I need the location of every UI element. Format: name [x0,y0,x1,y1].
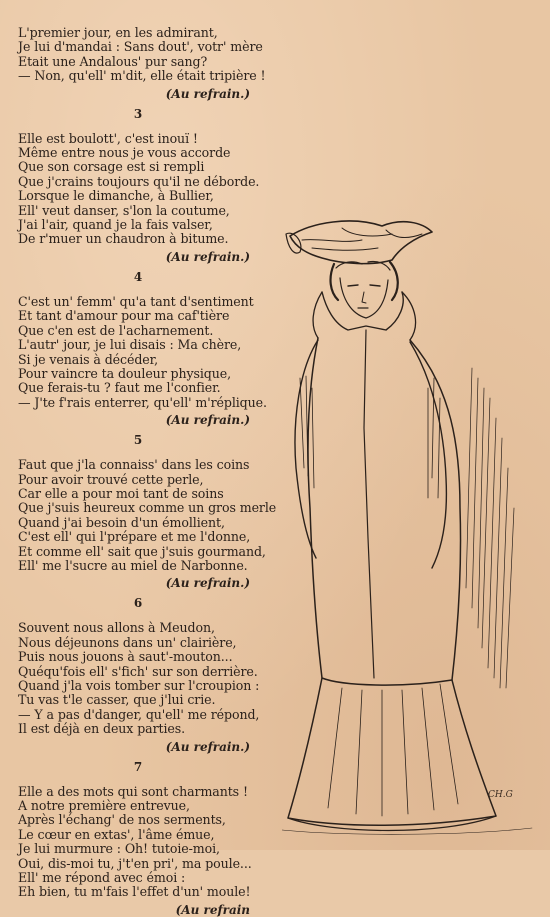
verse-line: Ell' veut danser, s'lon la coutume, [18,202,230,218]
verse-line: Que son corsage est si rempli [18,159,205,175]
refrain-marker: (Au refrain.) [165,576,250,591]
verse-line: Et tant d'amour pour ma caf'tière [18,308,230,324]
verse-line: Pour avoir trouvé cette perle, [18,471,204,487]
verse-line: Ell' me répond avec émoi : [18,870,186,886]
stanza-number: 7 [133,759,143,774]
verse-line: Ell' me l'sucre au miel de Narbonne. [18,557,248,573]
refrain-marker: (Au refrain.) [165,249,250,264]
refrain-marker: (Au refrain [175,902,250,917]
verse-line: Si je venais à décéder, [18,351,159,367]
verse-line: Oui, dis-moi tu, j't'en pri', ma poule... [18,855,252,871]
stanza-7 [18,760,280,917]
verse-line: Eh bien, tu m'fais l'effet d'un' moule! [18,884,251,900]
verse-line: Puis nous jouons à saut'-mouton... [18,649,233,665]
refrain-marker: (Au refrain.) [165,86,250,101]
verse-line: Quéqu'fois ell' s'fich' sur son derrière. [18,663,258,679]
song-text-column [18,26,280,917]
stanza-4 [18,270,280,427]
refrain-marker: (Au refrain.) [165,413,250,428]
verse-line: Même entre nous je vous accorde [18,145,231,161]
verse-line: C'est ell' qui l'prépare et me l'donne, [18,529,251,545]
verse-line: Elle a des mots qui sont charmants ! [18,783,248,799]
stanza-3 [18,107,280,264]
woman-illustration [282,208,540,838]
verse-line: L'autr' jour, je lui disais : Ma chère, [18,337,242,353]
verse-line: Que c'en est de l'acharnement. [18,322,214,338]
verse-line: Je lui murmure : Oh! tutoie-moi, [18,841,220,857]
verse-line: Quand j'la vois tomber sur l'croupion : [18,678,260,693]
verse-line: Et comme ell' sait que j'suis gourmand, [18,543,266,559]
stanza-number: 4 [133,269,143,284]
verse-line: Que ferais-tu ? faut me l'confier. [18,380,221,396]
verse-line: C'est un' femm' qu'a tant d'sentiment [18,293,254,309]
verse-line: Il est déjà en deux parties. [18,721,186,737]
stanza-6 [18,596,280,753]
stanza-first [18,26,280,101]
verse-line: Que j'suis heureux comme un gros merle [18,500,277,516]
verse-line: Tu vas t'le casser, que j'lui crie. [18,692,216,708]
verse-line: Faut que j'la connaiss' dans les coins [18,457,250,473]
stanza-number: 3 [133,106,143,121]
refrain-marker: (Au refrain.) [165,739,250,754]
verse-line: De r'muer un chaudron à bitume. [18,231,229,247]
verse-line: L'premier jour, en les admirant, [18,25,218,40]
verse-line: Etait une Andalous' pur sang? [18,53,208,69]
artist-signature: CH.G [488,790,513,800]
verse-line: Car elle a pour moi tant de soins [18,485,224,501]
verse-line: Lorsque le dimanche, à Bullier, [18,188,214,204]
verse-line: Je lui d'mandai : Sans dout', votr' mère [18,39,263,55]
verse-line: — Y a pas d'danger, qu'ell' me répond, [18,706,260,722]
verse-line: Que j'crains toujours qu'il ne déborde. [18,173,260,189]
verse-line: J'ai l'air, quand je la fais valser, [18,217,213,233]
stanza-number: 5 [133,433,143,448]
stanza-number: 6 [133,596,143,611]
verse-line: Pour vaincre ta douleur physique, [18,365,232,381]
verse-line: — J'te f'rais enterrer, qu'ell' m'réplique. [18,394,267,410]
verse-line: Nous déjeunons dans un' clairière, [18,634,237,650]
stanza-5 [18,433,280,590]
verse-line: Souvent nous allons à Meudon, [18,620,215,636]
verse-line: Quand j'ai besoin d'un émollient, [18,514,225,530]
verse-line: A notre première entrevue, [18,798,190,814]
verse-line: Le cœur en extas', l'âme émue, [18,826,215,842]
verse-line: — Non, qu'ell' m'dit, elle était tripière ! [18,68,266,84]
verse-line: Après l'échang' de nos serments, [18,812,226,828]
verse-line: Elle est boulott', c'est inouï ! [18,130,198,146]
